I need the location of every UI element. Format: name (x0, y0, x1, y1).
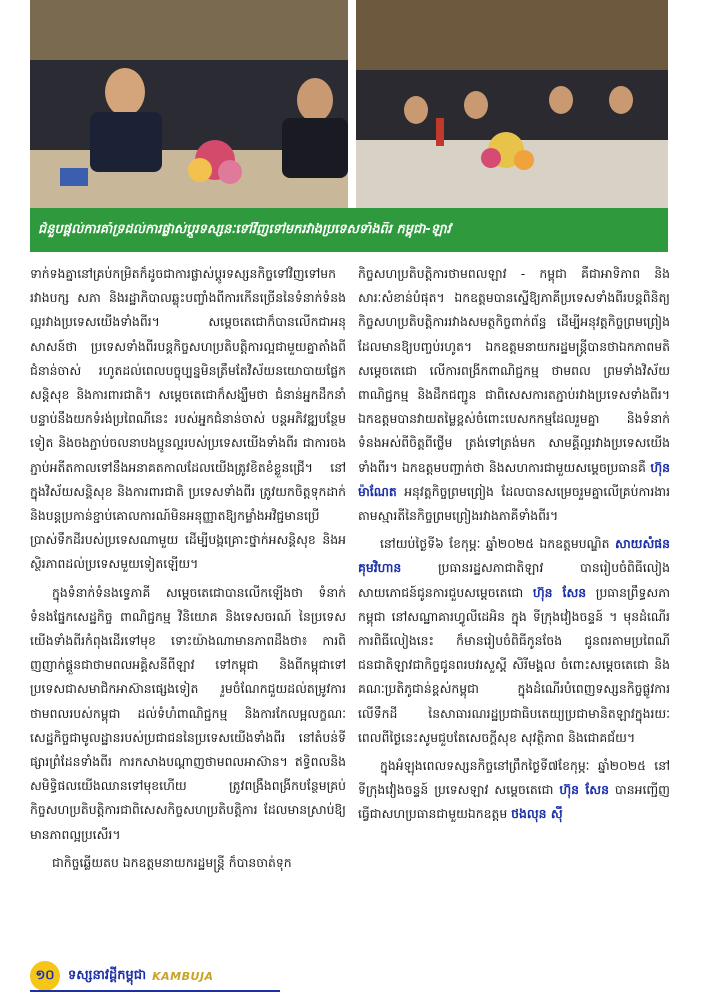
left-text-column (30, 262, 346, 942)
highlighted-name: សាយសំផន គុមវិហាន (358, 536, 670, 576)
meeting-photo-left-image (30, 0, 348, 208)
highlighted-name: ថងលុន ស៊ី (511, 806, 563, 822)
paragraph (358, 532, 670, 750)
paragraph (358, 754, 670, 827)
page-number: ១០ (30, 961, 60, 991)
paragraph-text: អនុវត្តកិច្ចព្រមព្រៀង ដែលបានសម្រេចរួមគ្នាលើគ្រប់ការងារតាមស្មារតីនៃកិច្ចព្រមព្រៀងរវាងភាគីទាំងពីរ។ (358, 483, 670, 524)
right-text-column (358, 262, 670, 942)
paragraph-text: បានអញ្ជើញធ្វើជាសហប្រធានជាមួយឯកឧត្តម (358, 782, 670, 822)
meeting-photo-right (356, 0, 668, 208)
paragraph-text: ប្រធានរដ្ឋសភាជាតិឡាវ បានរៀបចំពិធីលៀងសាយភោជន៍ជូនការជួបសម្ដេចតេជោ (358, 560, 670, 600)
paragraph (358, 262, 670, 528)
paragraph-text: ក្នុងអំឡុងពេលទស្សនកិច្ចនៅព្រឹកថ្ងៃទី៧ខែកុម្ភៈ ឆ្នាំ២០២៥ នៅទីក្រុងវៀងចន្ទន៍ ប្រទេសឡាវ សម្ដេចតេជោ (358, 758, 670, 798)
paragraph-text: កិច្ចសហប្រតិបត្តិការថាមពលឡាវ - កម្ពុជា គឺជាអាទិភាព និងសារៈសំខាន់បំផុត។ ឯកឧត្តមបានស្នើឱ្យភាគីប្រទេសទាំងពីរបន្តពិនិត្យកិច្ចសហប្រតិបត្តិការរវាងសមត្ថកិច្ចពាក់ព័ន្ធ ដើម្បីអនុវត្តកិច្ចព្រមព្រៀង ដែលមានឱ្យបញ្ចប់រហូត។ ឯកឧត្តមនាយករដ្ឋមន្ត្រីបានថាឯកភាពមតិសម្ដេចតេជោ លើការពង្រីកពាណិជ្ជកម្ម ថាមពល ព្រមទាំងវិស័យពាណិជ្ជកម្ម និងដឹកជញ្ជូន ជាពិសេសការតភ្ជាប់រវាងប្រទេសទាំងពីរ។ ឯកឧត្តមបានវាយតម្លៃខ្ពស់ចំពោះបេសកកម្មដែលរួមគ្នា និងទំនាក់ទំនងអស់ពីចិត្តពីថ្លើម ត្រង់ទៅត្រង់មក សាមគ្គីល្អរវាងប្រទេសយើងទាំងពីរ។ ឯកឧត្តមបញ្ជាក់ថា និងសហការជាមួយសម្ដេចប្រធានគឺ (358, 266, 670, 475)
highlighted-name: ហ៊ុន ម៉ាណែត (358, 459, 670, 499)
meeting-photo-left (30, 0, 348, 208)
paragraph-text: នៅយប់ថ្ងៃទី៦ ខែកុម្ភៈ ឆ្នាំ២០២៥ ឯកឧត្តមបណ្ឌិត (380, 536, 615, 552)
magazine-name: ទស្សនាវដ្ដីកម្ពុជា (68, 967, 147, 983)
footer-divider (30, 990, 280, 992)
meeting-photo-right-image (356, 0, 668, 208)
paragraph: ជាកិច្ចឆ្លើយតប ឯកឧត្តមនាយករដ្ឋមន្ត្រី ក៏បានចាត់ទុក (52, 854, 292, 870)
magazine-brand: KAMBUJA (152, 969, 214, 983)
paragraph-text: ប្រធានព្រឹទ្ធសភាកម្ពុជា នៅសណ្ឋាគារហ្វូលីដេអិន ក្នុង ទីក្រុងវៀងចន្ទន៍ ។ មុនដំណើរការពិធីលៀងនេះ ក៏មានរៀបចំពិធីកូនចែង ជូនពរតាមប្រពៃណីជនជាតិឡាវជាកិច្ចជូនពរបវរសួស្ដី សិរីមង្គល ចំពោះសម្ដេចតេជោ និងគណៈប្រតិភូជាន់ខ្ពស់កម្ពុជា ក្នុងដំណើរបំពេញទស្សនកិច្ចផ្លូវការលើទឹកដី នៃសាធារណរដ្ឋប្រជាធិបតេយ្យប្រជាមានិតឡាវក្នុងរយៈពេលពីថ្ងៃនេះសូមជួបតែសេចក្ដីសុខ សុវត្ថិភាព និងជោគជ័យ។ (358, 584, 670, 745)
paragraph: ក្នុងទំនាក់ទំនងទ្វេភាគី សម្ដេចតេជោបានលើកឡើងថា ទំនាក់ទំនងផ្នែកសេដ្ឋកិច្ច ពាណិជ្ជកម្ម វិនិយោគ និងទេសចរណ៍ នៃប្រទេសយើងទាំងពីរកំពុងដើរទៅមុខ ទោះយ៉ាងណាមានភាពដឹងថា៖ ការពិញញាក់ផ្គួនជាថាមពលអគ្គិសនីពីឡាវ ទៅកម្ពុជា និងពីកម្ពុជាទៅប្រទេសជាសមាជិកអាស៊ានផ្សេងទៀត រួមចំណែកជួយដល់តម្រូវការថាមពលរបស់កម្ពុជា ដល់ទំហំពាណិជ្ជកម្ម និងការកែលម្អលក្ខណៈសេដ្ឋកិច្ចជាមូលដ្ឋានរបស់ប្រជាជននៃប្រទេសយើងទាំងពីរ នៅតំបន់ទីផ្សារព្រំដែនទាំងពីរ ការកសាងបណ្ដាញថាមពលអាស៊ាន។ ឥទ្ធិពលនិងសមិទ្ធិផលយើងឈានទៅមុខហើយ ត្រូវពង្រឹងពង្រីកបន្ថែមគ្រប់កិច្ចសហប្រតិបត្តិការជាពិសេសកិច្ចសហប្រតិបត្តិការ ដែលមានស្រាប់ឱ្យមានភាពល្អប្រសើរ។ (30, 584, 346, 842)
paragraph: ទាក់ទងគ្នានៅគ្រប់កម្រិតក៏ដូចជាការផ្លាស់ប្ដូរទស្សនកិច្ចទៅវិញទៅមករវាងបក្ស សភា និងរដ្ឋាភិបាលឆ្លុះបញ្ចាំងពីការកើនច្រើននៃទំនាក់ទំនងល្អរវាងប្រទេសយើងទាំងពីរ។ សម្ដេចតេជោក៏បានលើកជាអនុសាសន៍ថា ប្រទេសទាំងពីរបន្តកិច្ចសហប្រតិបត្តិការល្អជាមួយគ្នាតាំងពីជំនាន់ចាស់ រហូតដល់ពេលបច្ចុប្បន្នមិនត្រឹមតែវិស័យនយោបាយផ្លែកសន្តិសុខ និងការពារជាតិ។ សម្ដេចតេជោក៏សង្ឃឹមថា ជំនាន់អ្នកដឹកនាំបន្ទាប់នឹងយកទំរង់ប្រពៃណីនេះ របស់អ្នកជំនាន់ចាស់ បន្តអភិវឌ្ឍបន្ថែមទៀត និងចងភ្ជាប់ចលនាបងប្អូនល្អរបស់ប្រទេសយើងទាំងពីរ ជាការចងភ្ជាប់អតីតកាលទៅនឹងអនាគតកាលដែលយើងត្រូវខិតខំខ្លួនជ្រើ។ នៅក្នុងវិស័យសន្តិសុខ និងការពារជាតិ ប្រទេសទាំងពីរ ត្រូវយកចិត្តទុកដាក់ និងបន្តប្រកាន់ខ្ជាប់គោលការណ៍មិនអនុញ្ញាតឱ្យកម្លាំងអវិជ្ជមានប្រើប្រាស់ទឹកដីរបស់ប្រទេសណាមួយ ដើម្បីបង្កគ្រោះថ្នាក់អសន្តិសុខ និងអស្ថិរភាពដល់ប្រទេសមួយទៀតឡើយ។ (30, 266, 346, 572)
highlighted-name: ហ៊ុន សែន (532, 584, 587, 600)
photo-caption-bar (30, 208, 668, 252)
page-footer (30, 960, 670, 992)
photo-caption: ជំនួបផ្ដល់ការគាំទ្រដល់ការផ្លាស់ប្ដូរទស្សនៈទៅវិញទៅមករវាងប្រទេសទាំងពីរ កម្ពុជា-ឡាវ (38, 222, 451, 237)
highlighted-name: ហ៊ុន សែន (559, 782, 609, 798)
